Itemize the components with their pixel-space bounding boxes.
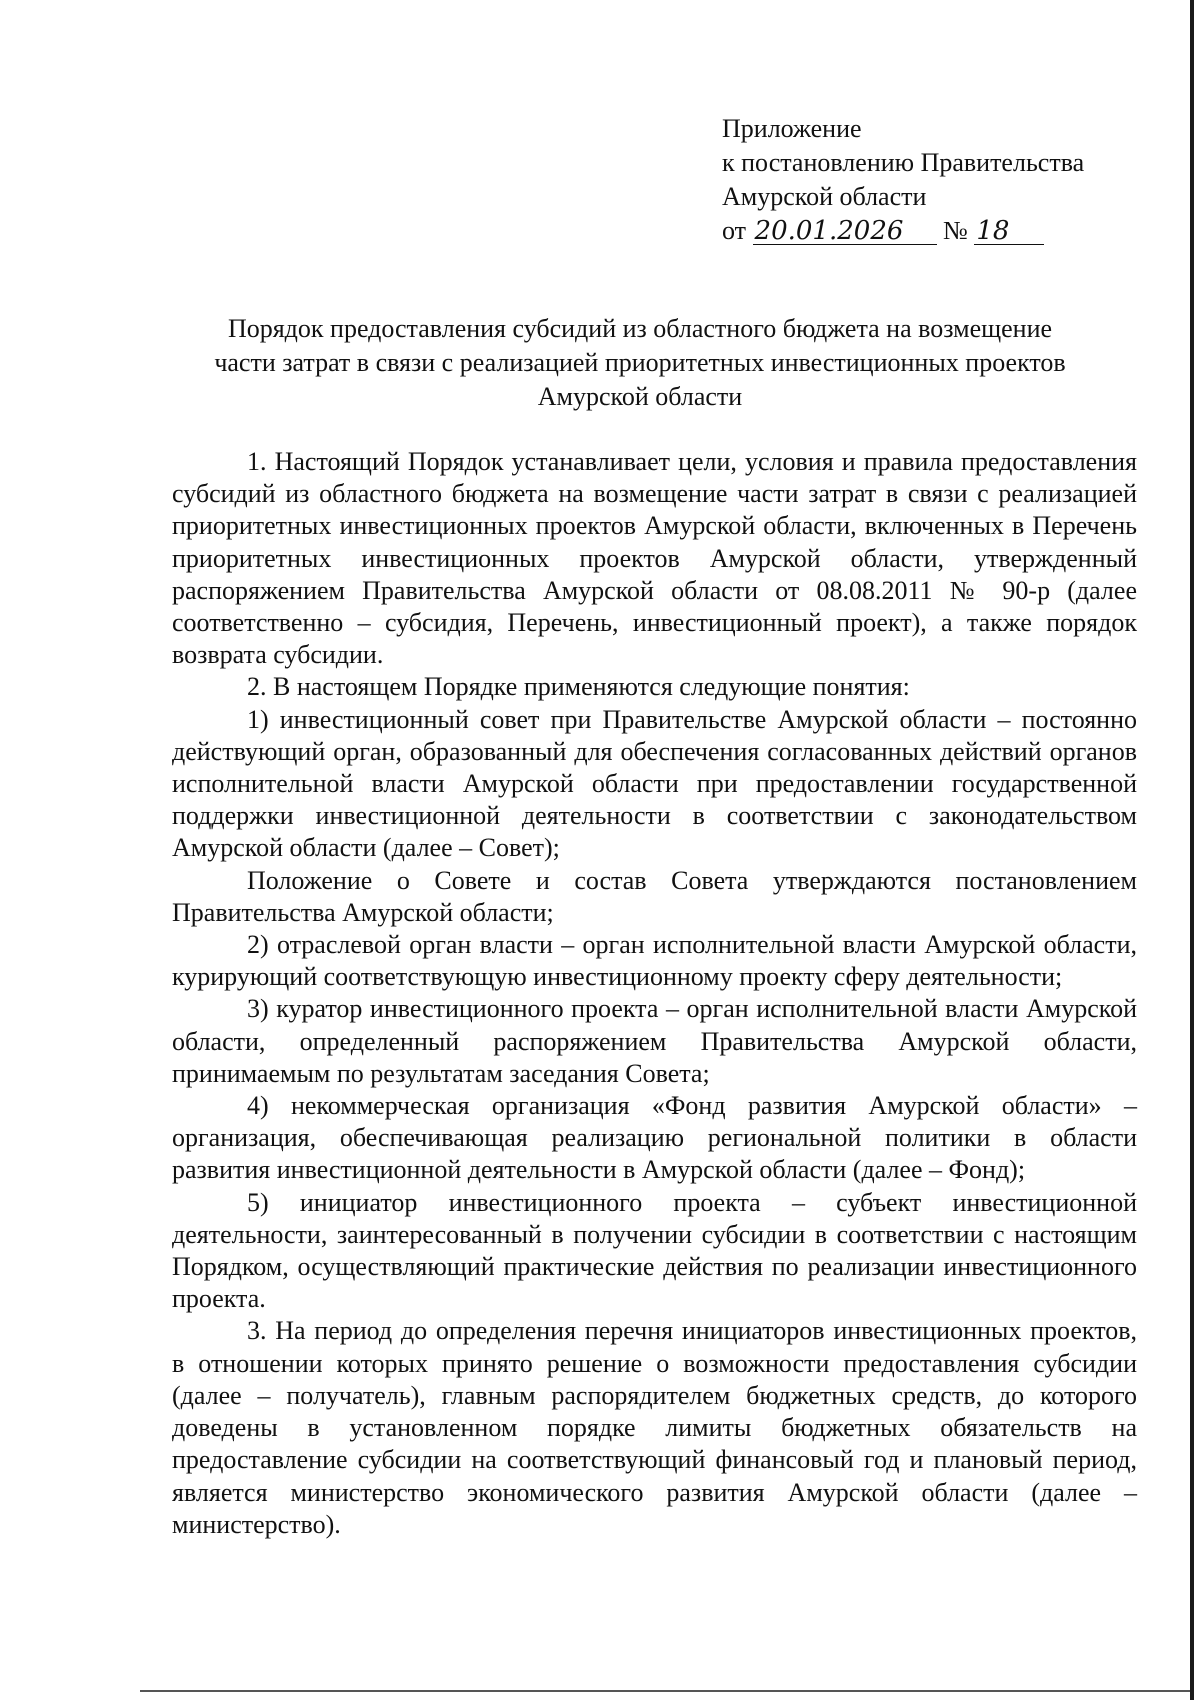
scan-border-bottom (140, 1690, 1190, 1692)
paragraph-6: 3) куратор инвестиционного проекта – орган исполнительной власти Амурской области, определенный распоряжением Правительства Амурской области, принимаемым по результатам заседания Совета; (172, 994, 1137, 1088)
number-prefix: № (943, 216, 968, 245)
scan-border-right (1190, 0, 1194, 1700)
paragraph-9: 3. На период до определения перечня инициаторов инвестиционных проектов, в отношении которых принято решение о возможности предоставления субсидии (далее – получатель), главным распорядителем бюджетных средств, до которого доведены в установленном порядке лимиты бюджетных обязательств на предоставление субсидии на соответствующий финансовый год и плановый период, является министерство экономического развития Амурской области (далее – министерство). (172, 1316, 1137, 1539)
paragraph-7: 4) некоммерческая организация «Фонд развития Амурской области» – организация, обеспечивающая реализацию региональной политики в области развития инвестиционной деятельности в Амурской области (далее – Фонд); (172, 1091, 1137, 1185)
title-line-1: Порядок предоставления субсидий из областного бюджета на возмещение (227, 314, 1053, 343)
paragraph-1: 1. Настоящий Порядок устанавливает цели, условия и правила предоставления субсидий из областного бюджета на возмещение части затрат в связи с реализацией приоритетных инвестиционных проектов Амурской области, включенных в Перечень приоритетных инвестиционных проектов Амурской области, утвержденный распоряжением Правительства Амурской области от 08.08.2011 № 90-р (далее соответственно – субсидия, Перечень, инвестиционный проект), а также порядок возврата субсидии. (172, 447, 1137, 670)
paragraph-3: 1) инвестиционный совет при Правительстве Амурской области – постоянно действующий орган, образованный для обеспечения согласованных действий органов исполнительной власти Амурской области при предоставлении государственной поддержки инвестиционной деятельности в соответствии с законодательством Амурской области (далее – Совет); (172, 704, 1137, 863)
appendix-line-1: Приложение (722, 114, 862, 143)
date-prefix: от (722, 216, 747, 245)
document-title (150, 312, 1130, 414)
handwritten-number: 18 (974, 218, 1044, 245)
appendix-line-2: к постановлению Правительства (722, 148, 1085, 177)
handwritten-date: 20.01.2026 (753, 218, 937, 245)
paragraph-8: 5) инициатор инвестиционного проекта – субъект инвестиционной деятельности, заинтересованный в получении субсидии в соответствии с настоящим Порядком, осуществляющий практические действия по реализации инвестиционного проекта. (172, 1187, 1137, 1314)
appendix-line-3: Амурской области (722, 182, 927, 211)
title-line-2: части затрат в связи с реализацией приоритетных инвестиционных проектов (214, 348, 1066, 377)
document-body (172, 446, 1137, 1541)
appendix-date-line (722, 214, 1162, 248)
paragraph-2: 2. В настоящем Порядке применяются следующие понятия: (247, 672, 910, 702)
paragraph-5: 2) отраслевой орган власти – орган исполнительной власти Амурской области, курирующий соответствующую инвестиционному проекту сферу деятельности; (172, 930, 1137, 992)
paragraph-4: Положение о Совете и состав Совета утверждаются постановлением Правительства Амурской области; (172, 865, 1137, 927)
title-line-3: Амурской области (537, 382, 743, 411)
appendix-block (722, 112, 1162, 248)
